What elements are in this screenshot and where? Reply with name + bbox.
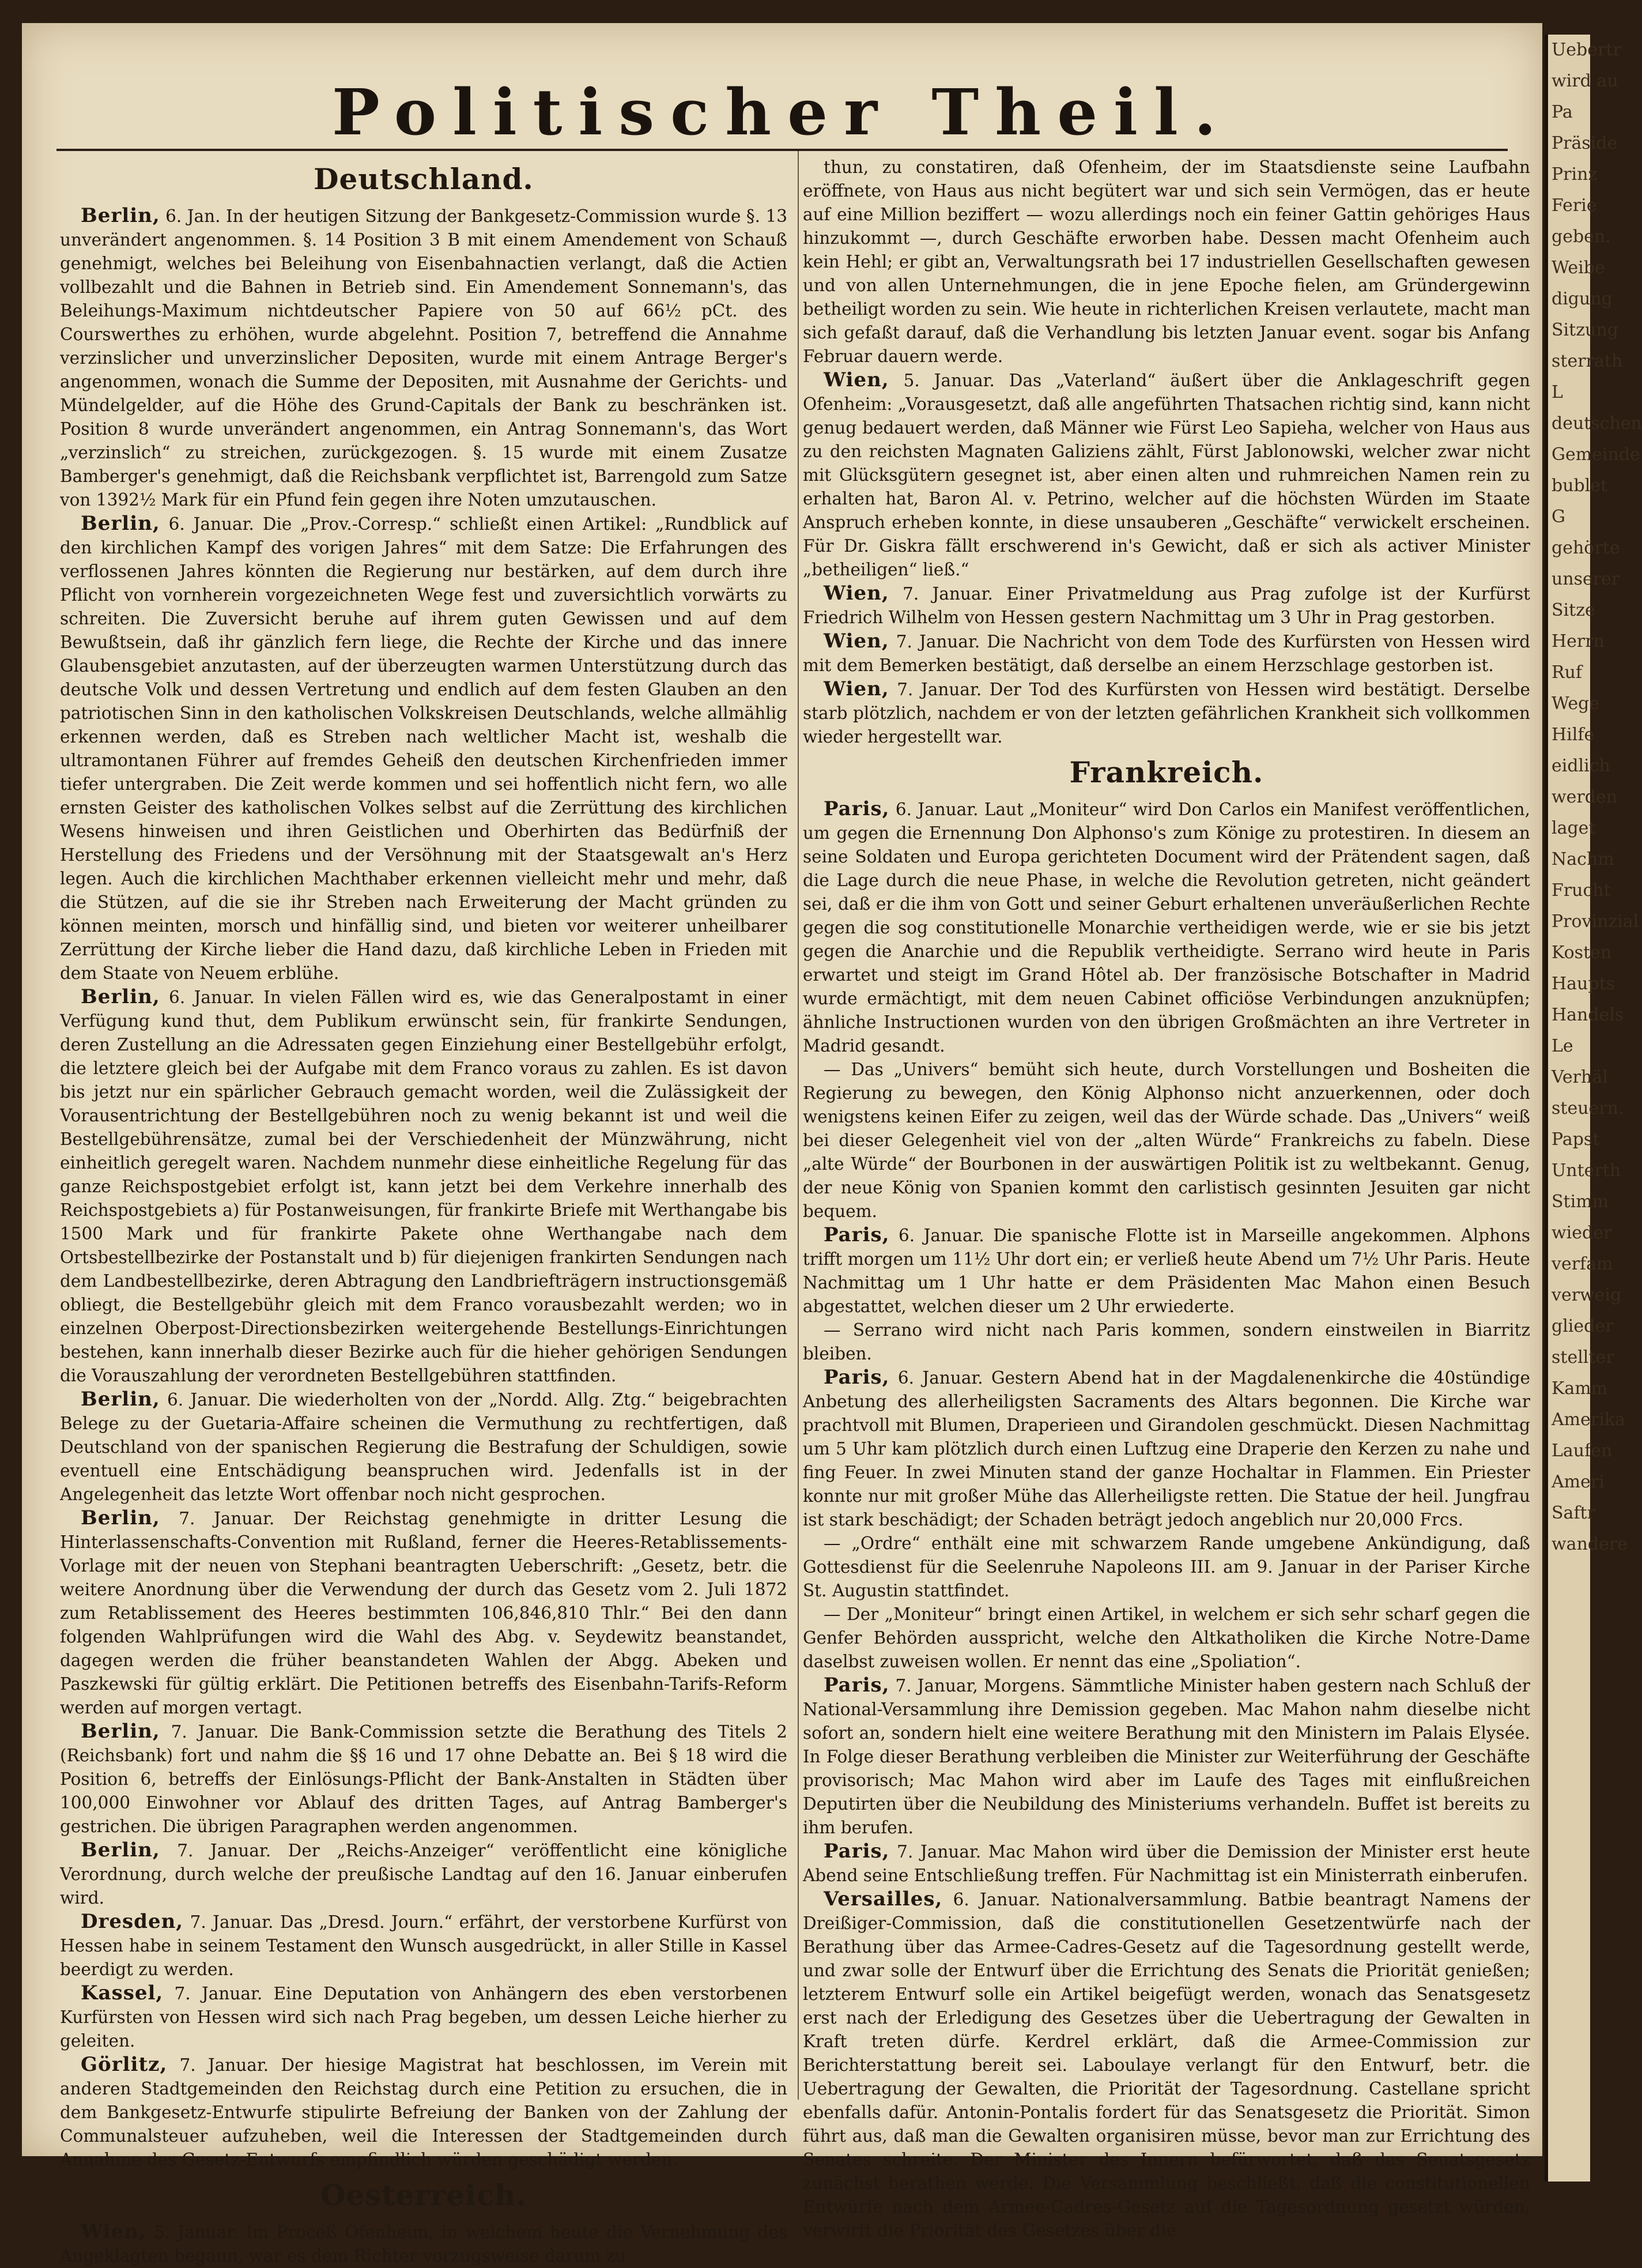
news-text: — Serrano wird nicht nach Paris kommen, sondern einstweilen in Biarritz bleiben. (803, 1320, 1530, 1363)
dateline-place: Paris, (824, 797, 890, 820)
fragment-line: Weibe (1552, 258, 1605, 278)
news-item (803, 1318, 1530, 1366)
news-text: 7. Januar. Der „Reichs-Anzeiger“ veröffentlicht eine königliche Verordnung, durch welche der preußische Landtag auf den 16. Januar einberufen wird. (60, 1841, 787, 1908)
column-divider (798, 151, 799, 2100)
fragment-line: Sitze (1552, 600, 1595, 620)
fragment-line: Haupts (1552, 974, 1615, 994)
dateline-place: Berlin, (81, 1838, 160, 1862)
fragment-line: eidlich (1552, 756, 1610, 776)
dateline-place: Paris, (824, 1366, 890, 1389)
news-item (803, 1366, 1530, 1532)
news-text: 7. Januar. Eine Deputation von Anhängern des eben verstorbenen Kurfürsten von Hessen wird sich nach Prag begeben, um dessen Leiche hierher zu geleiten. (60, 1984, 787, 2051)
page-title: Politischer Theil. (331, 75, 1233, 149)
dateline-place: Dresden, (81, 1910, 184, 1933)
news-item (60, 2220, 787, 2268)
fragment-line: digung (1552, 289, 1613, 309)
news-item (60, 204, 787, 512)
fragment-line: G (1552, 507, 1565, 527)
news-text: — Der „Moniteur“ bringt einen Artikel, in welchem er sich sehr scharf gegen die Genfer Behörden ausspricht, welche den Altkatholiken die Kirche Notre-Dame daselbst zuweisen wollen. Er nennt das eine „Spoliation“. (803, 1604, 1530, 1671)
fragment-line: stellter (1552, 1347, 1614, 1367)
newspaper-page (22, 23, 1542, 2266)
news-item (60, 1838, 787, 1910)
fragment-line: Präside (1552, 133, 1618, 153)
news-item (60, 1720, 787, 1838)
news-text: 7. Januar. Mac Mahon wird über die Demission der Minister erst heute Abend seine Entschließung treffen. Für Nachmittag ist ein Ministerrath einberufen. (803, 1842, 1530, 1885)
dateline-place: Wien, (824, 582, 889, 605)
news-text: — Das „Univers“ bemüht sich heute, durch Vorstellungen und Bosheiten die Regierung zu bewegen, den König Alphonso nicht anzuerkennen, oder doch wenigstens keinen Eifer zu zeigen, weil das der Würde schade. Das „Univers“ weiß bei dieser Gelegenheit viel von der „alten Würde“ Frankreichs zu fabeln. Diese „alte Würde“ der Bourbonen in der auswärtigen Politik ist zu weltbekannt. Genug, der neue König von Spanien kommt den carlistisch gesinnten Jesuiten gar nicht bequem. (803, 1060, 1530, 1221)
news-item (803, 368, 1530, 582)
fragment-line: Ruf (1552, 662, 1583, 683)
news-item (803, 1840, 1530, 1888)
fragment-line: Le (1552, 1036, 1573, 1056)
fragment-line: verfam (1552, 1254, 1613, 1274)
news-item (803, 1058, 1530, 1223)
news-item (803, 797, 1530, 1058)
fragment-line: Kamm (1552, 1378, 1608, 1399)
news-text: 6. Januar. Gestern Abend hat in der Magdalenenkirche die 40stündige Anbetung des allerheiligsten Sacraments des Altars begonnen. Die Kirche war prachtvoll mit Blumen, Draperieen und Girandolen geschmückt. Diesen Nachmittag um 5 Uhr kam plötzlich durch einen Luftzug eine Draperie den Kerzen zu nahe und fing Feuer. In zwei Minuten stand der ganze Hochaltar in Flammen. Ein Priester konnte nur mit großer Mühe das Allerheiligste retten. Die Statue der heil. Jungfrau ist stark beschädigt; der Schaden beträgt jedoch angeblich nur 20,000 Frcs. (803, 1368, 1530, 1529)
news-text: 7. Januar. Die Bank-Commission setzte die Berathung des Titels 2 (Reichsbank) fort und nahm die §§ 16 und 17 ohne Debatte an. Bei § 18 wird die Position 6, betreffs der Einlösungs-Pflicht der Bank-Anstalten in Städten über 100,000 Einwohner vor Ablauf des dritten Tages, auf Antrag Bamberger's gestrichen. Die übrigen Paragraphen werden angenommen. (60, 1722, 787, 1836)
news-text: 6. Jan. In der heutigen Sitzung der Bankgesetz-Commission wurde §. 13 unverändert angenommen. §. 14 Position 3 B mit einem Amendement von Schauß genehmigt, welches bei Beleihung von Eisenbahnactien verlangt, daß die Actien vollbezahlt und die Bahnen in Betrieb sind. Ein Amendement Sonnemann's, das Beleihungs-Maximum nichtdeutscher Papiere von 50 auf 66½ pCt. des Courswerthes zu erhöhen, wurde abgelehnt. Position 7, betreffend die Annahme verzinslicher und unverzinslicher Depositen, wurde mit einem Antrage Berger's angenommen, wonach die Summe der Depositen, mit Ausnahme der Gerichts- und Mündelgelder, auf die Höhe des Grund-Capitals der Bank zu beschränken ist. Position 8 wurde unverändert angenommen, ein Antrag Sonnemann's, das Wort „verzinslich“ zu streichen, zurückgezogen. §. 15 wurde mit einem Zusatze Bamberger's genehmigt, daß die Reichsbank verpflichtet ist, Barrengold zum Satze von 1392½ Mark für ein Pfund fein gegen ihre Noten umzutauschen. (60, 206, 787, 510)
news-text: 7. Januar. Das „Dresd. Journ.“ erfährt, der verstorbene Kurfürst von Hessen habe in seinem Testament den Wunsch ausgedrückt, in aller Stille in Kassel beerdigt zu werden. (60, 1912, 787, 1979)
news-item (60, 1981, 787, 2053)
news-item (803, 677, 1530, 749)
fragment-line: Frucht (1552, 880, 1611, 901)
dateline-place: Wien, (824, 677, 889, 700)
left-column (60, 156, 787, 2268)
news-item (60, 1910, 787, 1981)
news-item (803, 1223, 1530, 1318)
section-heading: Oesterreich. (320, 2178, 527, 2212)
fragment-line: Kosten (1552, 943, 1612, 963)
fragment-line: Verhäl (1552, 1067, 1608, 1087)
fragment-line: Hilfe (1552, 725, 1595, 745)
dateline-place: Görlitz, (81, 2053, 168, 2076)
news-item (803, 156, 1530, 368)
right-column (803, 156, 1530, 2243)
news-text: 6. Januar. Nationalversammlung. Batbie beantragt Namens der Dreißiger-Commission, daß die constitutionellen Gesetzentwürfe nach der Berathung über das Armee-Cadres-Gesetz auf die Tagesordnung gestellt werde, und zwar solle der Entwurf über die Errichtung des Senats die Priorität genießen; letzterem Entwurf solle ein Artikel beigefügt werden, wonach das Senatsgesetz erst nach der Erledigung des Gesetzes über die Uebertragung der Gewalten in Kraft treten dürfe. Kerdrel erklärt, daß die Armee-Commission zur Berichterstattung bereit sei. Laboulaye verlangt für den Entwurf, betr. die Uebertragung der Gewalten, die Priorität der Tagesordnung. Castellane spricht ebenfalls dafür. Antonin-Pontalis fordert für das Senatsgesetz die Priorität. Simon führt aus, daß man die Gewalten organisiren müsse, bevor man zur Errichtung des Senates schreite. Der Minister des Innern befürwortet, daß das Senatsgesetz zunächst berathen werde. Die Versammlung beschließt, daß die constitutionellen Entwürfe nach dem Armee-Cadres-Gesetz auf die Tagesordnung gesetzt würden, verwirft die Priorität des Gesetzes über die (803, 1890, 1530, 2240)
fragment-line: verweig (1552, 1285, 1622, 1305)
news-text: 7. Januar. Die Nachricht von dem Tode des Kurfürsten von Hessen wird mit dem Bemerken bestätigt, daß derselbe an einem Herzschlage gestorben ist. (803, 632, 1530, 675)
fragment-line: L (1552, 382, 1563, 402)
fragment-line: Papst (1552, 1129, 1600, 1150)
fragment-line: Wege (1552, 694, 1600, 714)
news-text: 6. Januar. Laut „Moniteur“ wird Don Carlos ein Manifest veröffentlichen, um gegen die Ernennung Don Alphonso's zum Könige zu protestiren. In diesem an seine Soldaten und Europa gerichteten Document wird der Prätendent sagen, daß die Lage durch die neue Phase, in welche die Revolution getreten, nicht geändert sei, daß er die ihm von Gott und seiner Geburt erhaltenen unveräußerlichen Rechte gegen die sog constitutionelle Monarchie vertheidigen werde, wie er sie bis jetzt gegen die Anarchie und die Republik vertheidigte. Serrano wird heute in Paris erwartet und steigt im Grand Hôtel ab. Der französische Botschafter in Madrid wurde ermächtigt, mit dem neuen Cabinet officiöse Verbindungen anzuknüpfen; ähnliche Instructionen wurden von den übrigen Großmächten an ihre Vertreter in Madrid gesandt. (803, 800, 1530, 1056)
section-heading: Frankreich. (1069, 755, 1264, 789)
fragment-line: Ameri (1552, 1472, 1605, 1492)
dateline-place: Paris, (824, 1840, 890, 1863)
fragment-line: Ferie (1552, 195, 1597, 216)
news-text: 7. Januar. Der Reichstag genehmigte in dritter Lesung die Hinterlassenschafts-Convention mit Rußland, ferner die Heeres-Retablissements-Vorlage mit der neuen von Stephani beantragten Ueberschrift: „Gesetz, betr. die weitere Anordnung über die Verwendung der durch das Gesetz vom 2. Juli 1872 zum Retablissement des Heeres bestimmten 106,846,810 Thlr.“ Bei den dann folgenden Wahlprüfungen wird die Wahl des Abg. v. Seydewitz beanstandet, dagegen werden die früher beanstandeten Wahlen der Abgg. Abeken und Paszkewski für gültig erklärt. Die Petitionen betreffs des Eisenbahn-Tarifs-Reform werden auf morgen vertagt. (60, 1509, 787, 1717)
fragment-line: gehörte (1552, 538, 1620, 558)
fragment-line: glieder (1552, 1316, 1614, 1336)
dateline-place: Wien, (824, 630, 889, 653)
news-item (60, 985, 787, 1388)
news-text: thun, zu constatiren, daß Ofenheim, der im Staatsdienste seine Laufbahn eröffnete, von Haus aus nicht begütert war und sich sein Vermögen, das er heute auf eine Million beziffert — wozu allerdings noch ein feiner Gattin gehöriges Haus hinzukommt —, durch Geschäfte erworben habe. Dessen macht Ofenheim auch kein Hehl; er gibt an, Verwaltungsrath bei 17 industriellen Gesellschaften gewesen und von allen Unternehmungen, die in jene Epoche fielen, am Gründergewinn betheiligt worden zu sein. Wie heute in richterlichen Kreisen verlautete, macht man sich gefaßt darauf, daß die Verhandlung bis letzten Januar event. sogar bis Anfang Februar dauern werde. (803, 157, 1530, 366)
news-item (60, 1388, 787, 1506)
dateline-place: Versailles, (824, 1888, 943, 1911)
news-item (60, 1506, 787, 1720)
fragment-line: Nachm (1552, 849, 1614, 869)
news-text: 7. Januar. Der Tod des Kurfürsten von Hessen wird bestätigt. Derselbe starb plötzlich, nachdem er von der letzten gefährlichen Krankheit sich vollkommen wieder hergestellt war. (803, 680, 1530, 747)
dateline-place: Kassel, (81, 1981, 164, 2005)
section-heading: Deutschland. (314, 162, 534, 196)
news-item (803, 1603, 1530, 1674)
dateline-place: Paris, (824, 1223, 890, 1246)
news-item (60, 512, 787, 985)
fragment-line: Laufen (1552, 1441, 1613, 1461)
fragment-line: Provinzial (1552, 911, 1639, 932)
title-rule (56, 149, 1508, 151)
fragment-line: wandere (1552, 1534, 1628, 1554)
news-text: 5. Januar. Das „Vaterland“ äußert über die Anklageschrift gegen Ofenheim: „Vorausgesetzt, daß alle angeführten Thatsachen richtig sind, kann nicht genug bedauert werden, daß Männer wie Fürst Leo Sapieha, welcher von Haus aus zu den reichsten Magnaten Galiziens zählt, Fürst Jablonowski, welcher zwar nicht mit Glücksgütern gesegnet ist, aber einen alten und ruhmreichen Namen rein zu erhalten hat, Baron Al. v. Petrino, welcher auf die höchsten Würden im Staate Anspruch erheben konnte, in diese unsauberen „Geschäfte“ verwickelt erscheinen. Für Dr. Giskra fällt erschwerend in's Gewicht, daß er sich als activer Minister „betheiligen“ ließ.“ (803, 371, 1530, 579)
news-item (803, 1674, 1530, 1840)
fragment-line: laget (1552, 818, 1596, 838)
fragment-line: Handels (1552, 1005, 1624, 1025)
dateline-place: Berlin, (81, 204, 160, 227)
dateline-place: Berlin, (81, 985, 160, 1008)
news-text: 6. Januar. Die spanische Flotte ist in Marseille angekommen. Alphons trifft morgen um 11½ Uhr dort ein; er verließ heute Abend um 7½ Uhr Paris. Heute Nachmittag um 1 Uhr hatte er dem Präsidenten Mac Mahon einen Besuch abgestattet, welchen dieser um 2 Uhr erwiederte. (803, 1226, 1530, 1316)
dateline-place: Berlin, (81, 1506, 160, 1529)
news-item (803, 582, 1530, 630)
fragment-line: wird au (1552, 71, 1618, 91)
fragment-line: sterrath (1552, 351, 1623, 371)
fragment-line: Amerika (1552, 1410, 1625, 1430)
adjacent-page-fragment (1545, 35, 1642, 2182)
dateline-place: Berlin, (81, 512, 160, 535)
dateline-place: Berlin, (81, 1720, 160, 1743)
fragment-line: Uebertr (1552, 40, 1621, 60)
fragment-line: steuern. (1552, 1098, 1624, 1118)
fragment-line: Stimm (1552, 1192, 1609, 1212)
news-text: 6. Januar. Die „Prov.-Corresp.“ schließt einen Artikel: „Rundblick auf den kirchlichen Kampf des vorigen Jahres“ mit dem Satze: Die Erfahrungen des verflossenen Jahres könnten die Regierung nur bestärken, auf dem durch ihre Pflicht von vornherein vorgezeichneten Wege fest und zuversichtlich vorwärts zu schreiten. Die Zuversicht beruhe auf ihrem guten Gewissen und auf dem Bewußtsein, daß ihr gänzlich fern liege, die Rechte der Kirche und das innere Glaubensgebiet anzutasten, auf der überzeugten warmen Unterstützung durch das deutsche Volk und dessen Vertretung und endlich auf dem festen Glauben an den patriotischen Sinn in den katholischen Volkskreisen Deutschlands, welche allmählig erkennen werden, daß es Streben nach weltlicher Macht ist, weshalb die ultramontanen Führer auf fremdes Geheiß den deutschen Kirchenfrieden immer tiefer untergraben. Die Zeit werde kommen und sei hoffentlich nicht fern, wo alle ernsten Geister des katholischen Volkes selbst auf die Zerrüttung des kirchlichen Wesens hinweisen und ihren Geistlichen und Oberhirten das Bedürfniß der Herstellung des Friedens und der Versöhnung mit der Staatsgewalt an's Herz legen. Auch die kirchlichen Machthaber erkennen vielleicht mehr und mehr, daß die Stützen, auf die sie ihr Streben nach Erweiterung der Macht gründen zu können meinten, morsch und hinfällig sind, und bieten vor weiterer unheilbarer Zerrüttung der Kirche lieber die Hand dazu, daß kirchliche Leben in Frieden mit dem Staate von Neuem erblühe. (60, 514, 787, 983)
news-item (803, 1532, 1530, 1603)
dateline-place: Wien, (824, 368, 889, 391)
news-text: 6. Januar. In vielen Fällen wird es, wie das Generalpostamt in einer Verfügung kund thut, dem Publikum erwünscht sein, für frankirte Sendungen, deren Zustellung an die Adressaten gegen Einziehung einer Bestellgebühr erfolgt, die letztere gleich bei der Aufgabe mit dem Franco voraus zu zahlen. Es ist davon bis jetzt nur ein spärlicher Gebrauch gemacht worden, weil die Zulässigkeit der Vorausentrichtung der Bestellgebühren noch zu wenig bekannt ist und weil die Bestellgebührensätze, zumal bei der Verschiedenheit der Münzwährung, nicht einheitlich geregelt waren. Nachdem nunmehr diese einheitliche Regelung für das ganze Reichspostgebiet erfolgt ist, kann jetzt bei dem Verkehre innerhalb des Reichspostgebiets a) für Postanweisungen, für frankirte Briefe mit Werthangabe bis 1500 Mark und für frankirte Pakete ohne Werthangabe nach dem Ortsbestellbezirke der Postanstalt und b) für diejenigen frankirten Sendungen nach dem Landbestellbezirke, deren Abtragung den Landbriefträgern instructionsgemäß obliegt, die Bestellgebühr gleich mit dem Franco vorausbezahlt werden; wo in einzelnen Oberpost-Directionsbezirken weitergehende Bestellungs-Einrichtungen bestehen, kann innerhalb dieser Bezirke auch für die hieher gehörigen Sendungen die Vorauszahlung der verordneten Bestellgebühren stattfinden. (60, 988, 787, 1385)
news-text: 7. Januar. Der hiesige Magistrat hat beschlossen, im Verein mit anderen Stadtgemeinden den Reichstag durch eine Petition zu ersuchen, die in dem Bankgesetz-Entwurfe stipulirte Befreiung der Banken von der Zahlung der Communalsteuer aufzuheben, weil die Interessen der Stadtgemeinden durch Annahme des Gesetz-Entwurfs empfindlich würden geschädigt werden. (60, 2055, 787, 2169)
fragment-line: Sitzung (1552, 320, 1618, 340)
fragment-line: Pa (1552, 102, 1573, 122)
news-item (803, 630, 1530, 677)
dateline-place: Berlin, (81, 1388, 160, 1411)
news-text: 7. Januar, Morgens. Sämmtliche Minister haben gestern nach Schluß der National-Versammlung ihre Demission gegeben. Mac Mahon nahm dieselbe nicht sofort an, sondern hielt eine weitere Berathung mit den Ministern im Palais Elysée. In Folge dieser Berathung verbleiben die Minister zur Weiterführung der Geschäfte provisorisch; Mac Mahon wird aber im Laufe des Tages mit einflußreichen Deputirten über die Neubildung des Ministeriums verhandeln. Buffet ist bereits zu ihm berufen. (803, 1676, 1530, 1837)
fragment-line: geben. (1552, 227, 1611, 247)
news-text: 7. Januar. Einer Privatmeldung aus Prag zufolge ist der Kurfürst Friedrich Wilhelm von Hessen gestern Nachmittag um 3 Uhr in Prag gestorben. (803, 584, 1530, 627)
fragment-line: Gemeinde (1552, 444, 1640, 465)
dateline-place: Paris, (824, 1674, 890, 1697)
fragment-line: werden (1552, 787, 1618, 807)
fragment-line: Prinz (1552, 164, 1598, 184)
news-item (803, 1888, 1530, 2243)
dateline-place: Wien, (81, 2220, 146, 2243)
fragment-line: bublet (1552, 476, 1608, 496)
news-item (60, 2053, 787, 2172)
fragment-line: Herrn (1552, 631, 1605, 651)
fragment-line: Saftr (1552, 1503, 1595, 1523)
news-text: 6. Januar. Die wiederholten von der „Nordd. Allg. Ztg.“ beigebrachten Belege zu der Guetaria-Affaire scheinen die Vermuthung zu rechtfertigen, daß Deutschland von der spanischen Regierung die Bestrafung der Schuldigen, sowie eventuell eine Entschädigung beanspruchen wird. Jedenfalls ist in der Angelegenheit das letzte Wort offenbar noch nicht gesprochen. (60, 1390, 787, 1504)
fragment-line: unserer (1552, 569, 1620, 589)
news-text: 5. Januar. Im Proceß Ofenheim, in welchem heute die Vernehmung des Angeklagten begann, war es dem Richter vorzugsweise darum zu (60, 2222, 787, 2266)
fragment-line: Unterth (1552, 1161, 1621, 1181)
news-text: — „Ordre“ enthält eine mit schwarzem Rande umgebene Ankündigung, daß Gottesdienst für die Seelenruhe Napoleons III. am 9. Januar in der Pariser Kirche St. Augustin stattfindet. (803, 1534, 1530, 1600)
fragment-line: deutschen (1552, 413, 1642, 434)
fragment-line: wieder (1552, 1223, 1612, 1243)
